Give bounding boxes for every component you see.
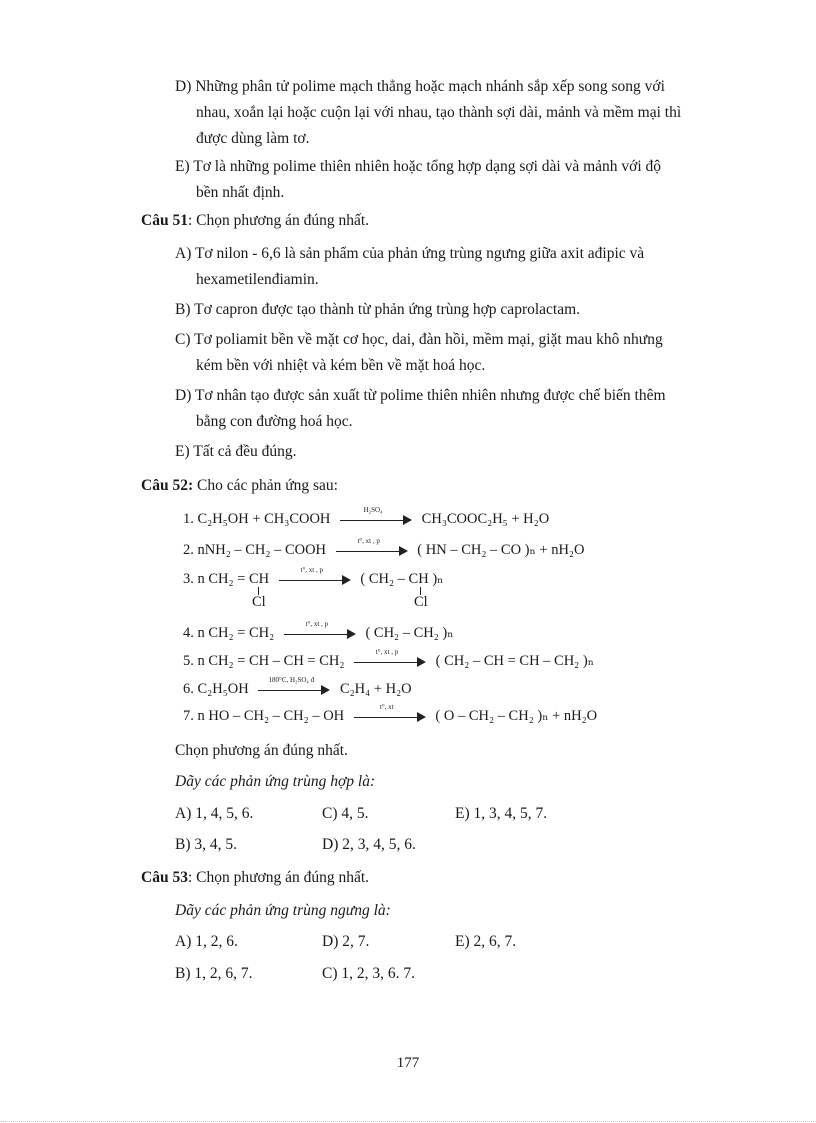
q52-option-b: B) 3, 4, 5. — [175, 836, 237, 853]
reaction-5-condition: t°, xt , p — [375, 647, 399, 656]
q52-option-d: D) 2, 3, 4, 5, 6. — [322, 836, 416, 853]
reaction-arrow — [279, 565, 351, 586]
q53-option-c: C) 1, 2, 3, 6. 7. — [322, 965, 415, 982]
reaction-arrow — [354, 702, 426, 723]
reaction-3 — [183, 565, 444, 588]
q52-heading — [141, 476, 338, 496]
reaction-arrow — [258, 675, 330, 696]
q50-option-e-line1: E) Tơ là những polime thiên nhiên hoặc tổng hợp dạng sợi dài và mảnh với độ — [175, 158, 662, 175]
reaction-6 — [183, 675, 412, 698]
q51-label: Câu 51 — [141, 212, 188, 229]
q53-label: Câu 53 — [141, 869, 188, 886]
q53-heading — [141, 868, 369, 888]
q53-prompt: : Chọn phương án đúng nhất. — [187, 869, 370, 886]
reaction-6-products: C₂H₄ + H₂O — [339, 681, 412, 697]
reaction-4 — [183, 619, 454, 642]
q52-prompt: Cho các phản ứng sau: — [193, 477, 338, 494]
q53-option-d: D) 2, 7. — [322, 933, 370, 950]
reaction-1-products: CH₃COOC₂H₅ + H₂O — [421, 511, 550, 527]
q53-option-e: E) 2, 6, 7. — [455, 933, 517, 950]
reaction-4-products: ( CH₂ – CH₂ )ₙ — [365, 625, 454, 641]
reaction-2 — [183, 536, 585, 559]
q52-label: Câu 52: — [141, 477, 194, 494]
q51-option-e: E) Tất cả đều đúng. — [175, 443, 297, 460]
page-number: 177 — [396, 1055, 420, 1071]
reaction-arrow — [284, 619, 356, 640]
reaction-7-reactants: 7. n HO – CH₂ – CH₂ – OH — [183, 708, 345, 724]
q51-option-d-line1: D) Tơ nhân tạo được sản xuất từ polime thiên nhiên nhưng được chế biến thêm — [175, 387, 666, 404]
q50-option-e-line2: bền nhất định. — [196, 184, 285, 201]
q51-option-c-line1: C) Tơ poliamit bền về mặt cơ học, dai, đàn hồi, mềm mại, giặt mau khô nhưng — [175, 331, 663, 348]
q53-option-a: A) 1, 2, 6. — [175, 933, 238, 950]
chlorine-substituent-right: Cl — [414, 594, 428, 610]
q53-option-b: B) 1, 2, 6, 7. — [175, 965, 253, 982]
reaction-7-condition: t°, xt — [379, 702, 394, 711]
q51-option-a-line1: A) Tơ nilon - 6,6 là sản phẩm của phản ứng trùng ngưng giữa axit ađipic và — [175, 245, 645, 262]
q51-prompt: : Chọn phương án đúng nhất. — [187, 212, 370, 229]
q50-option-d-line3: được dùng làm tơ. — [196, 130, 310, 147]
q52-option-e: E) 1, 3, 4, 5, 7. — [455, 805, 548, 822]
reaction-7-products: ( O – CH₂ – CH₂ )ₙ + nH₂O — [435, 708, 598, 724]
page-bottom-divider — [0, 1121, 816, 1122]
reaction-1-condition: H₂SO₄ — [363, 505, 383, 514]
reaction-6-reactants: 6. C₂H₅OH — [183, 681, 249, 697]
q51-option-d-line2: bằng con đường hoá học. — [196, 413, 353, 430]
reaction-1-reactants: 1. C₂H₅OH + CH₃COOH — [183, 511, 331, 527]
reaction-5-reactants: 5. n CH₂ = CH – CH = CH₂ — [183, 653, 345, 669]
q51-option-a-line2: hexametilenđiamin. — [196, 271, 319, 288]
q51-option-c-line2: kém bền với nhiệt và kém bền về mặt hoá học. — [196, 357, 486, 374]
q51-heading — [141, 211, 369, 231]
reaction-5 — [183, 647, 594, 670]
chlorine-substituent-left: Cl — [252, 594, 266, 610]
reaction-4-condition: t°, xt , p — [305, 619, 329, 628]
reaction-3-condition: t°, xt , p — [300, 565, 323, 574]
reaction-4-reactants: 4. n CH₂ = CH₂ — [183, 625, 275, 641]
q53-sub-prompt: Dãy các phản ứng trùng ngưng là: — [175, 902, 391, 919]
q52-option-a: A) 1, 4, 5, 6. — [175, 805, 254, 822]
q52-option-c: C) 4, 5. — [322, 805, 369, 822]
q51-option-b: B) Tơ capron được tạo thành từ phản ứng trùng hợp caprolactam. — [175, 301, 581, 318]
q50-option-d-line1: D) Những phân tử polime mạch thẳng hoặc mạch nhánh sắp xếp song song với — [175, 78, 665, 95]
reaction-6-condition: 180°C, H₂SO₄ đ — [268, 675, 315, 684]
reaction-arrow — [354, 647, 426, 668]
reaction-3-products: ( CH₂ – CH )ₙ — [360, 571, 444, 587]
reaction-1 — [183, 505, 550, 528]
q52-choose: Chọn phương án đúng nhất. — [175, 742, 348, 759]
reaction-2-products: ( HN – CH₂ – CO )ₙ + nH₂O — [417, 542, 585, 558]
reaction-2-condition: t°, xt , p — [357, 536, 380, 545]
reaction-5-products: ( CH₂ – CH = CH – CH₂ )ₙ — [435, 653, 594, 669]
reaction-arrow — [340, 505, 412, 526]
reaction-7 — [183, 702, 598, 725]
q52-sub-prompt: Dãy các phản ứng trùng hợp là: — [175, 773, 376, 790]
reaction-arrow — [336, 536, 408, 557]
q50-option-d-line2: nhau, xoắn lại hoặc cuộn lại với nhau, tạo thành sợi dài, mảnh và mềm mại thì — [196, 104, 682, 121]
reaction-3-reactants: 3. n CH₂ = CH — [183, 571, 270, 587]
reaction-2-reactants: 2. nNH₂ – CH₂ – COOH — [183, 542, 327, 558]
